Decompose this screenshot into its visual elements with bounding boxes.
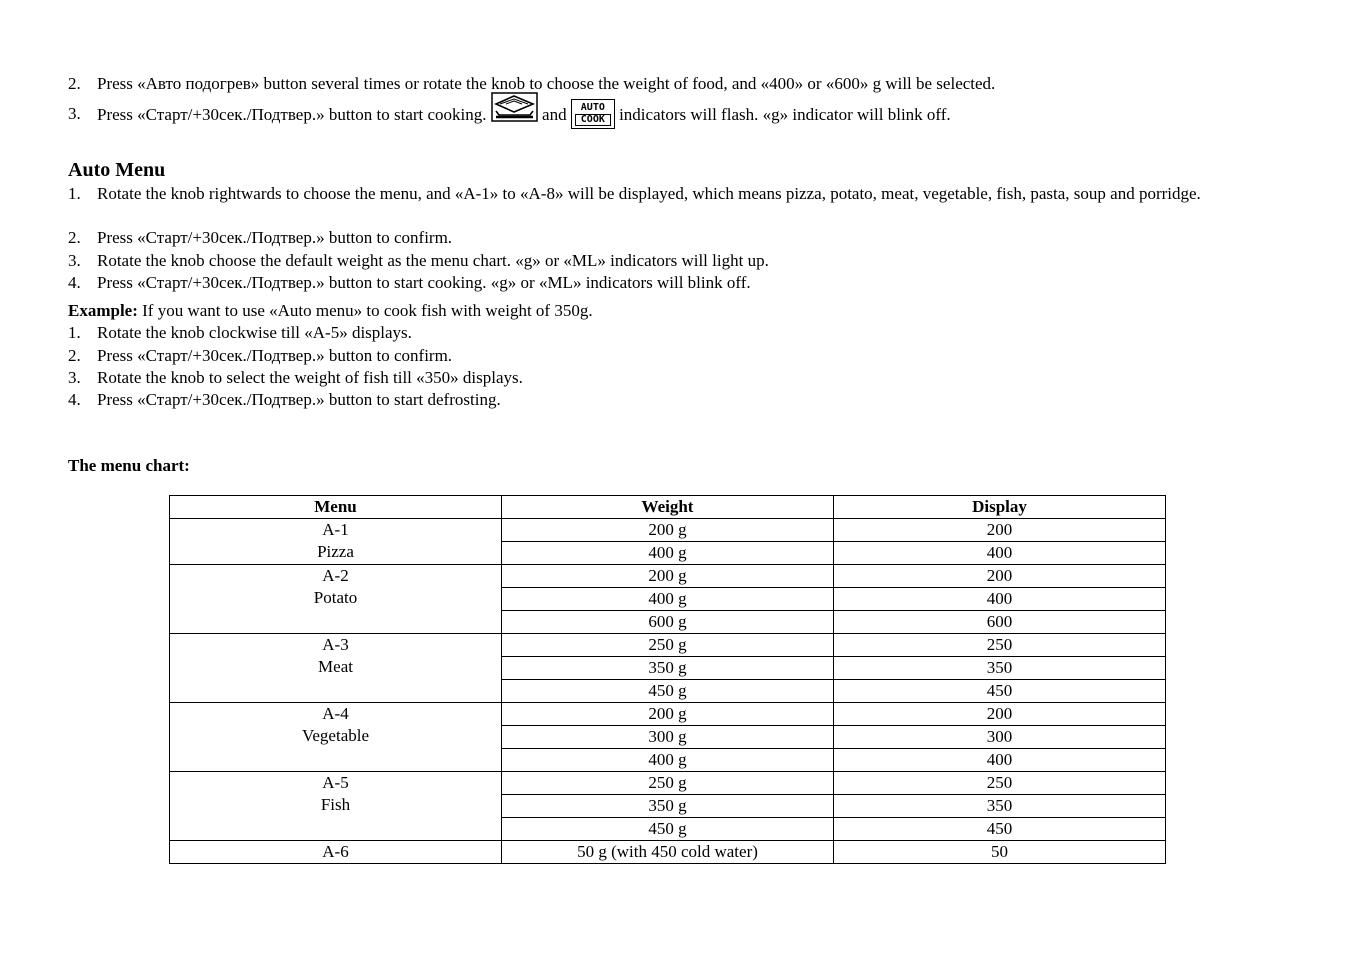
table-row [170, 565, 1166, 588]
column-header-menu: Menu [170, 496, 502, 519]
step-text: Rotate the knob clockwise till «A-5» displays. [97, 323, 412, 342]
menu-code: A-6 [322, 842, 349, 861]
example-label: Example: [68, 301, 138, 320]
step-text: Rotate the knob to select the weight of fish till «350» displays. [97, 368, 523, 387]
step-text: Press «Старт/+30сек./Подтвер.» button to start cooking. [97, 105, 487, 124]
weight-cell: 300 g [502, 726, 834, 749]
chart-title: The menu chart: [68, 456, 190, 475]
menu-cell [170, 565, 502, 634]
column-header-weight: Weight [502, 496, 834, 519]
display-cell: 450 [834, 818, 1166, 841]
display-cell: 400 [834, 588, 1166, 611]
weight-cell: 50 g (with 450 cold water) [502, 841, 834, 864]
weight-cell: 450 g [502, 818, 834, 841]
table-body [170, 519, 1166, 864]
section-title: Auto Menu [68, 159, 166, 181]
display-cell: 400 [834, 749, 1166, 772]
weight-cell: 200 g [502, 519, 834, 542]
table-row [170, 841, 1166, 864]
menu-name: Fish [320, 795, 351, 814]
step-text: Press «Старт/+30сек./Подтвер.» button to start cooking. «g» or «ML» indicators will blink off. [97, 273, 751, 292]
display-cell: 50 [834, 841, 1166, 864]
grill-indicator-icon [491, 92, 538, 122]
menu-name: Vegetable [301, 726, 370, 745]
display-cell: 200 [834, 703, 1166, 726]
step-number: 3. [68, 368, 81, 387]
weight-cell: 200 g [502, 703, 834, 726]
table-row [170, 519, 1166, 542]
weight-cell: 350 g [502, 795, 834, 818]
step-text: Press «Старт/+30сек./Подтвер.» button to start defrosting. [97, 390, 501, 409]
weight-cell: 400 g [502, 542, 834, 565]
auto-label: AUTO [580, 102, 605, 113]
step-item [68, 96, 1298, 132]
column-header-display: Display [834, 496, 1166, 519]
menu-code: A-4 [322, 704, 349, 723]
menu-name: Pizza [317, 542, 354, 561]
step-number: 1. [68, 184, 81, 203]
weight-cell: 400 g [502, 588, 834, 611]
step-text: Rotate the knob choose the default weight as the menu chart. «g» or «ML» indicators will light up. [97, 251, 769, 270]
step-number: 4. [68, 390, 81, 409]
menu-name: Potato [313, 588, 358, 607]
step-text-end: indicators will flash. «g» indicator will blink off. [619, 105, 951, 124]
menu-code: A-5 [322, 773, 349, 792]
menu-cell [170, 703, 502, 772]
auto-cook-indicator-icon [571, 99, 615, 129]
display-cell: 350 [834, 657, 1166, 680]
table-row [170, 703, 1166, 726]
step-number: 2. [68, 346, 81, 365]
display-cell: 200 [834, 565, 1166, 588]
menu-cell [170, 634, 502, 703]
table-row [170, 634, 1166, 657]
step-number: 2. [68, 74, 81, 93]
menu-code: A-3 [322, 635, 349, 654]
table-row [170, 772, 1166, 795]
table-header-row [170, 496, 1166, 519]
menu-code: A-2 [322, 566, 349, 585]
weight-cell: 250 g [502, 634, 834, 657]
menu-name: Meat [318, 657, 353, 676]
menu-cell [170, 772, 502, 841]
menu-cell [170, 841, 502, 864]
weight-cell: 450 g [502, 680, 834, 703]
step-number: 3. [68, 104, 81, 123]
weight-cell: 350 g [502, 657, 834, 680]
step-text: Press «Старт/+30сек./Подтвер.» button to confirm. [97, 228, 453, 247]
step-text: Press «Старт/+30сек./Подтвер.» button to confirm. [97, 346, 453, 365]
example-line [68, 300, 1298, 322]
step-text: Rotate the knob rightwards to choose the menu, and «A-1» to «A-8» will be displayed, which means pizza, potato, meat, vegetable, fish, pasta, soup and porridge. [97, 184, 1201, 203]
cook-label: COOK [575, 114, 611, 126]
menu-cell [170, 519, 502, 565]
step-number: 3. [68, 251, 81, 270]
weight-cell: 250 g [502, 772, 834, 795]
example-text: If you want to use «Auto menu» to cook fish with weight of 350g. [137, 301, 593, 320]
display-cell: 600 [834, 611, 1166, 634]
step-number: 2. [68, 228, 81, 247]
menu-code: A-1 [322, 520, 349, 539]
weight-cell: 600 g [502, 611, 834, 634]
display-cell: 200 [834, 519, 1166, 542]
display-cell: 250 [834, 634, 1166, 657]
step-number: 4. [68, 273, 81, 292]
step-text-and: and [542, 105, 567, 124]
display-cell: 250 [834, 772, 1166, 795]
step-text: Press «Авто подогрев» button several times or rotate the knob to choose the weight of food, and «400» or «600» g will be selected. [97, 74, 996, 93]
display-cell: 300 [834, 726, 1166, 749]
weight-cell: 400 g [502, 749, 834, 772]
display-cell: 350 [834, 795, 1166, 818]
display-cell: 400 [834, 542, 1166, 565]
step-number: 1. [68, 323, 81, 342]
weight-cell: 200 g [502, 565, 834, 588]
step-item [68, 183, 1298, 227]
display-cell: 450 [834, 680, 1166, 703]
menu-chart-table [169, 495, 1166, 864]
